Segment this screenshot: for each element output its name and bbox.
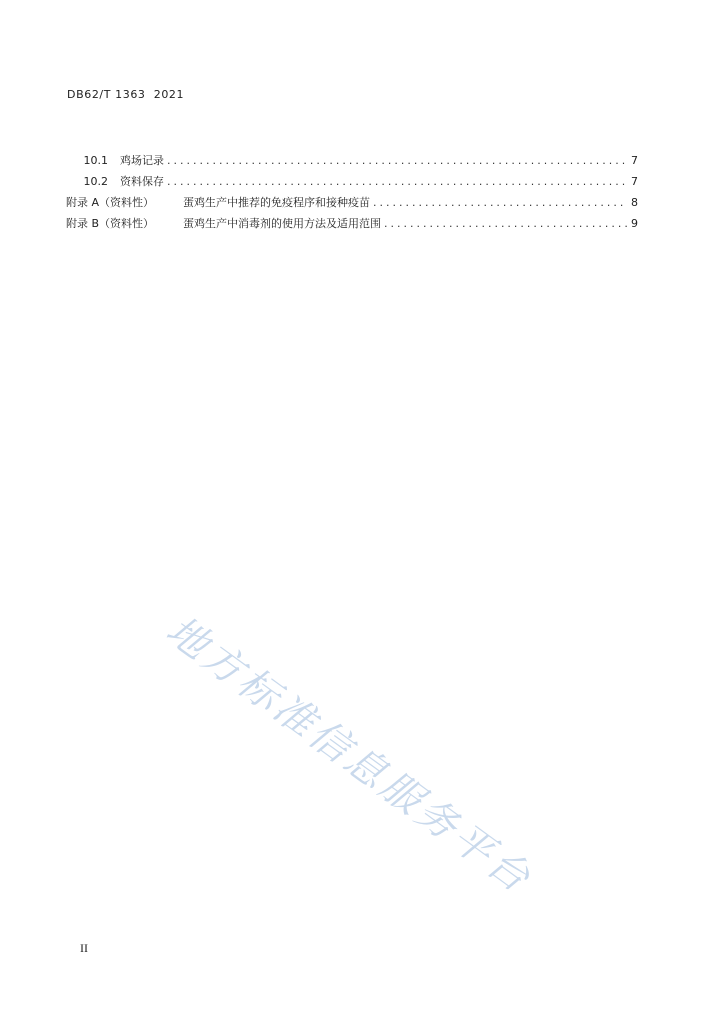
watermark: 地方标准信息服务平台 <box>157 607 541 904</box>
toc-entry-number: 10.2 <box>83 175 108 188</box>
toc-entry-title: 鸡场记录 <box>120 154 164 167</box>
toc-entry-title: 蛋鸡生产中推荐的免疫程序和接种疫苗 <box>183 196 370 209</box>
toc-entry-title: 资料保存 <box>120 175 164 188</box>
page-number: II <box>80 941 88 955</box>
toc-dot-leader <box>373 192 627 213</box>
toc-entry-appendix-a[interactable] <box>66 192 638 213</box>
standard-code-header: DB62/T 1363 2021 <box>67 88 185 101</box>
toc-entry-page: 9 <box>631 217 638 230</box>
toc-entry-title: 蛋鸡生产中消毒剂的使用方法及适用范围 <box>183 217 381 230</box>
toc-dot-leader <box>167 171 627 192</box>
toc-entry-page: 7 <box>631 154 638 167</box>
toc-entry-appendix-b[interactable] <box>66 213 638 234</box>
toc-entry-page: 7 <box>631 175 638 188</box>
toc-entry-number: 附录 A（资料性） <box>66 196 155 209</box>
toc-dot-leader <box>167 150 627 171</box>
toc-entry-page: 8 <box>631 196 638 209</box>
toc-dot-leader <box>384 213 627 234</box>
table-of-contents <box>66 150 638 234</box>
toc-entry-number: 10.1 <box>83 154 108 167</box>
toc-entry-10-2[interactable] <box>66 171 638 192</box>
toc-entry-number: 附录 B（资料性） <box>66 217 155 230</box>
toc-entry-10-1[interactable] <box>66 150 638 171</box>
